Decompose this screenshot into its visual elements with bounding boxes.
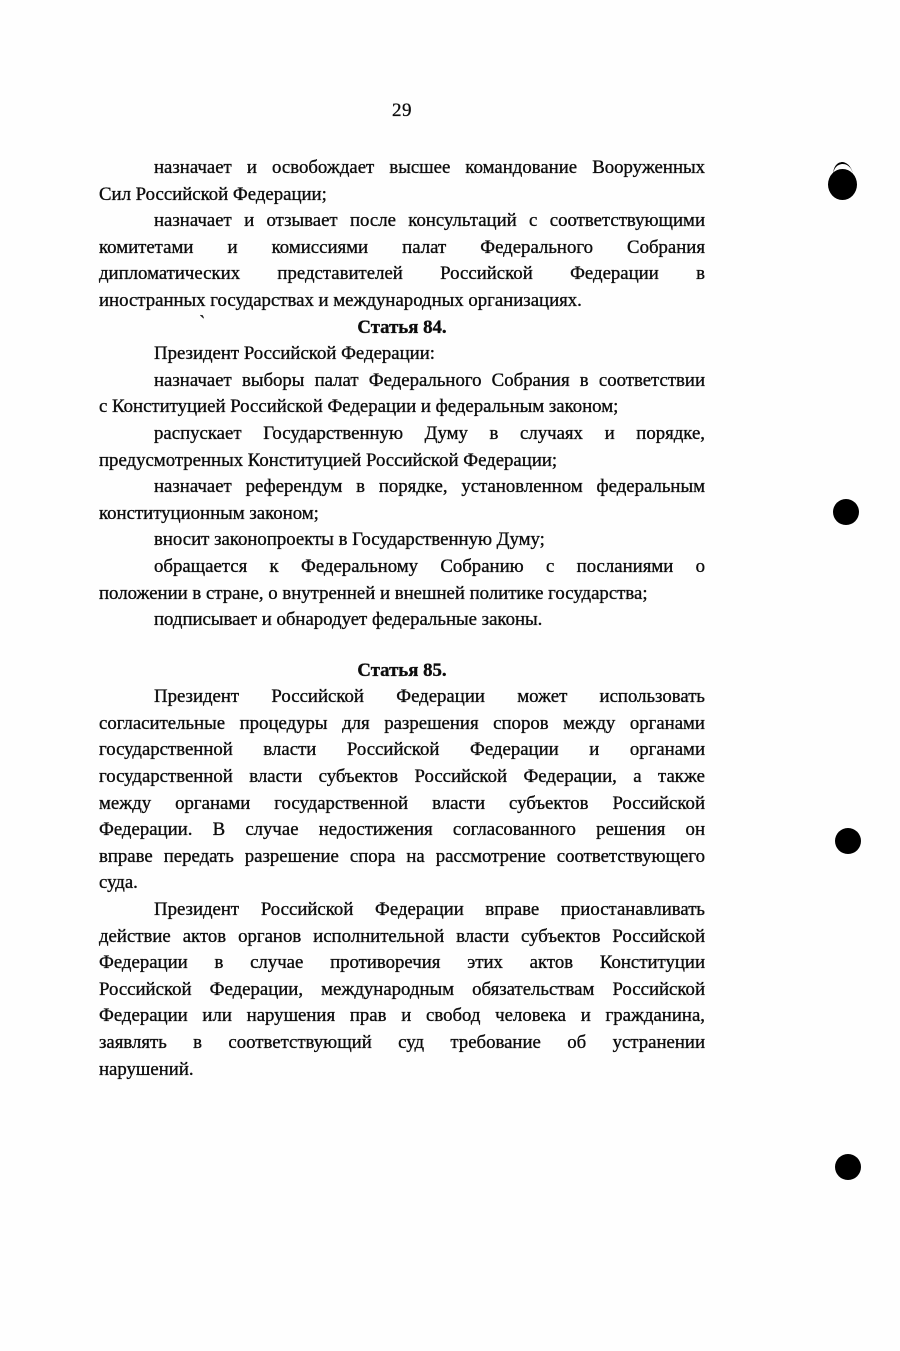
- text-line: иностранных государствах и международных организациях.: [99, 289, 582, 311]
- text-line: Федерации. В случае недостижения согласованного решения он: [99, 819, 705, 841]
- text-line: положении в стране, о внутренней и внешней политике государства;: [99, 582, 648, 604]
- text-line: между органами государственной власти субъектов Российской: [99, 792, 705, 814]
- text-line: назначает референдум в порядке, установленном федеральным: [154, 476, 705, 498]
- text-line: дипломатических представителей Российской Федерации в: [99, 263, 705, 285]
- page-number: 29: [392, 100, 412, 121]
- text-line: Президент Российской Федерации:: [154, 343, 436, 365]
- article-heading: Статья 85.: [357, 659, 447, 681]
- text-line: нарушений.: [99, 1058, 194, 1080]
- text-line: Президент Российской Федерации вправе приостанавливать: [154, 899, 705, 921]
- punch-hole-mark: [835, 1154, 861, 1180]
- article-heading: Статья 84.: [357, 316, 447, 338]
- text-line: назначает и отзывает после консультаций с соответствующими: [154, 210, 705, 232]
- document-body: [99, 155, 705, 1083]
- text-line: вносит законопроекты в Государственную Думу;: [154, 529, 545, 551]
- text-line: суда.: [99, 872, 138, 894]
- text-line: согласительные процедуры для разрешения споров между органами: [99, 712, 705, 734]
- text-line: вправе передать разрешение спора на рассмотрение соответствующего: [99, 845, 705, 867]
- text-line: распускает Государственную Думу в случаях и порядке,: [154, 422, 705, 444]
- text-line: Президент Российской Федерации может использовать: [154, 686, 705, 708]
- text-line: Российской Федерации, международным обязательствам Российской: [99, 978, 705, 1000]
- text-line: конституционным законом;: [99, 502, 319, 524]
- scan-artifact-mark: `: [196, 311, 207, 335]
- text-line: Сил Российской Федерации;: [99, 183, 327, 205]
- text-line: подписывает и обнародует федеральные законы.: [154, 609, 543, 631]
- punch-hole-mark: [828, 169, 857, 200]
- text-line: заявлять в соответствующий суд требование об устранении: [99, 1032, 705, 1053]
- text-line: государственной власти Российской Федерации и органами: [99, 739, 705, 761]
- text-line: назначает и освобождает высшее командование Вооруженных: [154, 157, 705, 178]
- punch-hole-mark: [835, 828, 861, 854]
- text-line: обращается к Федеральному Собранию с посланиями о: [154, 555, 705, 577]
- text-line: действие актов органов исполнительной власти субъектов Российской: [99, 925, 705, 947]
- punch-hole-mark: [833, 499, 859, 525]
- text-line: с Конституцией Российской Федерации и федеральным законом;: [99, 396, 619, 418]
- text-line: Федерации в случае противоречия этих актов Конституции: [99, 952, 705, 974]
- text-line: комитетами и комиссиями палат Федерального Собрания: [99, 236, 705, 258]
- text-line: Федерации или нарушения прав и свобод человека и гражданина,: [99, 1005, 705, 1027]
- text-line: назначает выборы палат Федерального Собрания в соответствии: [154, 369, 705, 391]
- text-line: государственной власти субъектов Российской Федерации, а также: [99, 766, 705, 788]
- text-line: предусмотренных Конституцией Российской Федерации;: [99, 449, 558, 471]
